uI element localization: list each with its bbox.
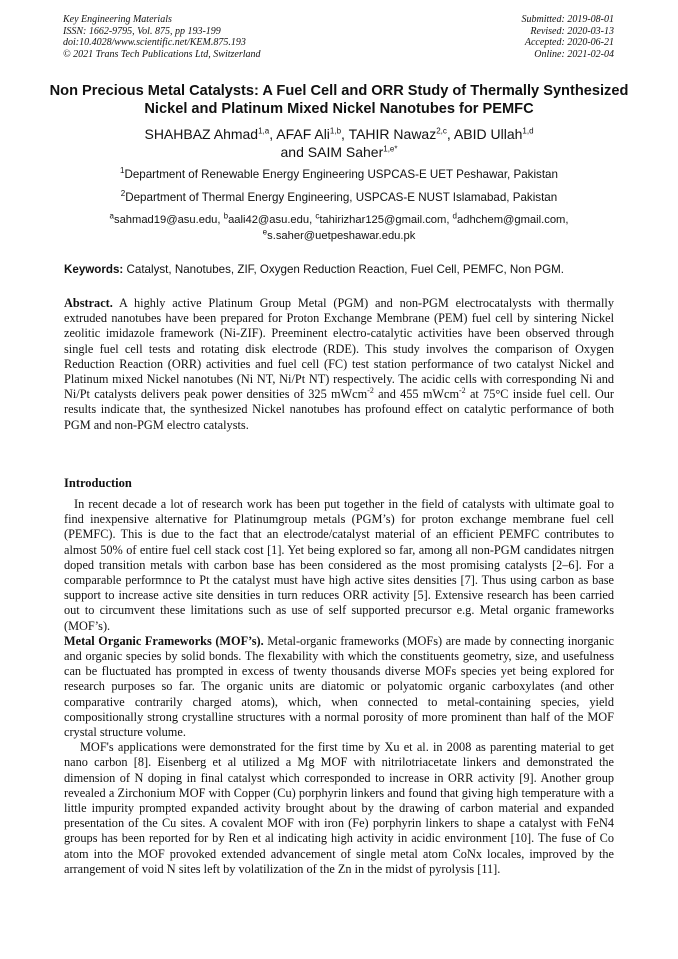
paragraph: In recent decade a lot of research work has been put together in the field of catalysts with ultimate goal to find inexpensive alternative for Platinumgroup metals (PGM’s) for proton exchange membrane fuel cell (PEMFC). This is due to the fact that an electrode/catalyst material of an efficient PEMFC contributes to almost 50% of entire fuel cell stack cost [1]. Yet being explored so far, among all non-PGM candidates nitrgen doped transition metals with carbon base has been considered as the most promising catalysts [2–6]. For a comparable performnce to Pt the catalyst must have high active sites densities [7]. Thus using carbon as base support to increase active site densities in turn reduces ORR activity [5]. Extensive research has been carried out to circumvent these limitations such as use of self supported precursor e.g. Metal organic frameworks (MOF’s). bbox=[64, 497, 614, 633]
email-mark: e bbox=[262, 227, 268, 237]
unit-exponent: -2 bbox=[367, 386, 374, 396]
email-link[interactable]: s.saher@uetpeshawar.edu.pk bbox=[267, 230, 416, 242]
author-affiliation-mark: 1,e* bbox=[383, 144, 398, 154]
email-mark: b bbox=[223, 211, 229, 221]
author-name: AFAF Ali bbox=[276, 126, 330, 142]
keywords-text: Catalyst, Nanotubes, ZIF, Oxygen Reduction Reaction, Fuel Cell, PEMFC, Non PGM. bbox=[126, 263, 565, 276]
author-affiliation-mark: 1,b bbox=[329, 126, 342, 136]
author-affiliation-mark: 1,a bbox=[258, 126, 270, 136]
email-mark: d bbox=[452, 211, 457, 221]
email-link[interactable]: tahirizhar125@gmail.com bbox=[319, 214, 447, 226]
paragraph bbox=[64, 634, 614, 740]
affiliation bbox=[40, 190, 638, 205]
doi: doi:10.4028/www.scientific.net/KEM.875.193 bbox=[63, 37, 246, 48]
introduction-body bbox=[64, 497, 614, 877]
paragraph: MOF's applications were demonstrated for the first time by Xu et al. in 2008 as parenting material to get nano carbon [8]. Eisenberg et al utilized a Mg MOF with nitrilotriacetate linkers and demonstrated the dimension of N doping in final catalyst which corresponded to increase in ORR activity [9]. Another group revealed a Zirchonium MOF with Copper (Cu) porphyrin linkers and found that giving high temperature with a little impurity prompted expanded activity brought about by the drawing of carbon material and expanded presentation of the Cu sites. A covalent MOF with iron (Fe) porphyrin linkers to shape a catalyst with FeN4 groups has been reported for by Ren et al indicating high activity in acidic environment [10]. The fuse of Co atom into the MOF provoked extended advancement of single metal atom CoNx locales, improved by the arrangement of void N sites left by volatilization of the Zn in the midst of pyrolysis [11]. bbox=[64, 740, 614, 876]
copyright: © 2021 Trans Tech Publications Ltd, Switzerland bbox=[63, 48, 261, 60]
author-name: SHAHBAZ Ahmad bbox=[144, 126, 259, 142]
paragraph-text: Metal-organic frameworks (MOFs) are made by connecting inorganic and organic species by solid bonds. The flexability with which the constituents geometry, size, and usefulness can be fluctuated has prompted in excess of twenty thousands diverse MOFs species yet being explored for research purposes so far. The organic units are diatomic or polyatomic organic carboxylates (and other comparative contrarily charged atoms), which, when connected to metal-containing species, yield compositionally strong crystalline structures with a normal porosity of more prominent than half of the MOF crystal structure volume. bbox=[64, 633, 615, 740]
affiliation-number: 1 bbox=[120, 166, 125, 176]
keywords-label: Keywords: bbox=[64, 263, 124, 276]
journal-info bbox=[63, 14, 261, 60]
unit-exponent: -2 bbox=[459, 386, 466, 396]
journal-name: Key Engineering Materials bbox=[63, 14, 172, 25]
online-date: Online: 2021-02-04 bbox=[534, 48, 614, 60]
abstract bbox=[64, 296, 614, 433]
revised-date: Revised: 2020-03-13 bbox=[530, 25, 614, 37]
author-name: ABID Ullah bbox=[453, 126, 523, 142]
email-link[interactable]: aali42@asu.edu bbox=[228, 214, 310, 226]
author-conjunction: and bbox=[280, 144, 304, 160]
paper-title: Non Precious Metal Catalysts: A Fuel Cell and ORR Study of Thermally Synthesized Nickel and Platinum Mixed Nickel Nanotubes for PEMFC bbox=[49, 83, 629, 117]
affiliation-text: Department of Renewable Energy Engineering USPCAS-E UET Peshawar, Pakistan bbox=[124, 168, 558, 181]
keywords bbox=[64, 262, 620, 277]
affiliation bbox=[40, 167, 638, 182]
abstract-text: A highly active Platinum Group Metal (PGM) and non-PGM electrocatalysts with thermally extruded nanotubes have been prepared for Proton Exchange Membrane (PEM) fuel cell by sintering Nickel zeolitic imidazole framework (Ni-ZIF). Preeminent electro-catalytic activities have been observed through single fuel cell tests and rotating disk electrode (RDE). This study involves the comparison of Oxygen Reduction Reaction (ORR) activities and fuel cell (FC) test station performance of two catalyst Nickel and Platinum mixed Nickel nanotubes (Ni NT, Ni/Pt NT) respectively. The acidic cells with corresponding Ni and Ni/Pt catalysts delivers peak power densities of 325 mWcm bbox=[64, 296, 614, 402]
submitted-date: Submitted: 2019-08-01 bbox=[521, 14, 614, 25]
abstract-label: Abstract. bbox=[64, 296, 113, 310]
abstract-text: and 455 mWcm bbox=[373, 387, 460, 402]
accepted-date: Accepted: 2020-06-21 bbox=[524, 37, 614, 48]
issn: ISSN: 1662-9795, Vol. 875, pp 193-199 bbox=[63, 25, 221, 37]
publication-dates bbox=[522, 14, 615, 60]
author-affiliation-mark: 1,d bbox=[522, 126, 534, 136]
email-mark: a bbox=[109, 211, 114, 221]
email-link[interactable]: sahmad19@asu.edu bbox=[113, 214, 218, 226]
affiliation-number: 2 bbox=[120, 189, 126, 199]
section-heading-introduction: Introduction bbox=[64, 476, 132, 490]
paragraph-lead-heading: Metal Organic Frameworks (MOF’s). bbox=[64, 633, 264, 648]
email-mark: c bbox=[315, 211, 320, 221]
author-emails: $^a$sahmad19@asu.edu, $^b$aali42@asu.edu, $^c$tahirizhar125@gmail.com, $^d$adhchem@gmail.com, $^e$s.saher@uetpeshawar.edu.pk bbox=[109, 211, 569, 242]
affiliation-text: Department of Thermal Energy Engineering, USPCAS-E NUST Islamabad, Pakistan bbox=[125, 191, 558, 204]
abstract-text: at 75°C inside fuel cell. Our results indicate that, the synthesized Nickel nanotubes has profound effect on catalytic performance of both PGM and non-PGM electro catalysts. bbox=[64, 387, 614, 432]
email-link[interactable]: adhchem@gmail.com bbox=[457, 214, 566, 226]
author-name: SAIM Saher bbox=[307, 144, 384, 160]
author-list: SHAHBAZ Ahmad$^{1,a}$, AFAF Ali$^{1,b}$, TAHIR Nawaz$^{2,c}$, ABID Ullah$^{1,d}$ and SAIM Saher$^{1,e*}$ bbox=[144, 126, 534, 160]
author-name: TAHIR Nawaz bbox=[348, 126, 437, 142]
author-affiliation-mark: 2,c bbox=[436, 126, 447, 136]
